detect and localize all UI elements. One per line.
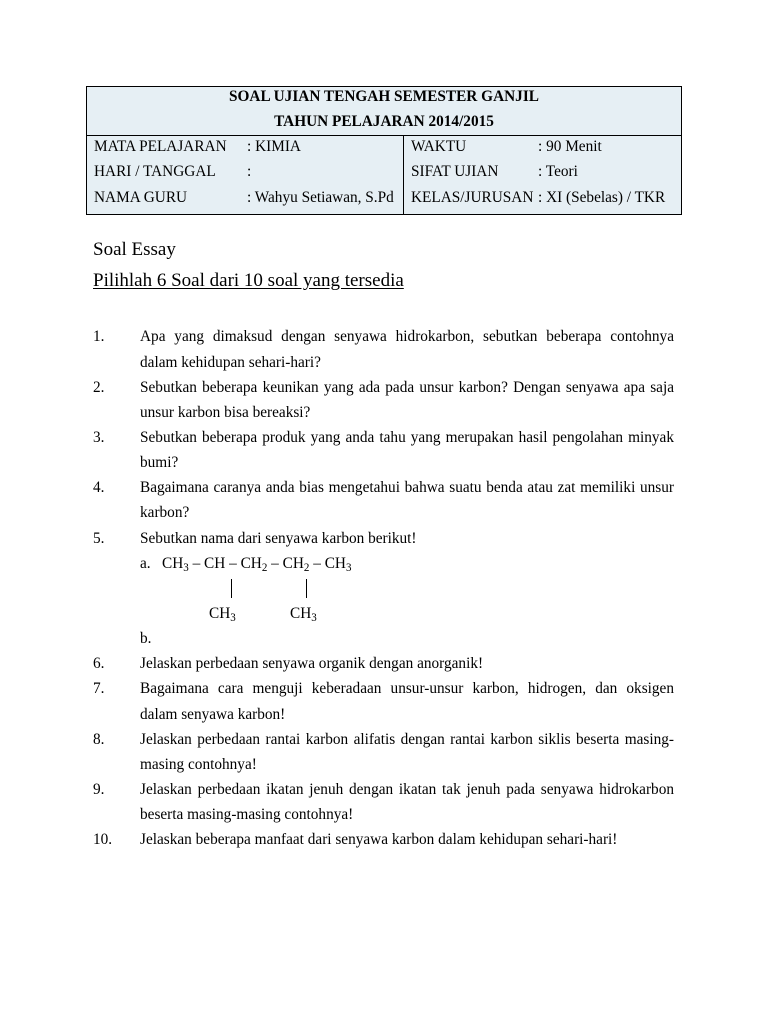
question-text: Jelaskan perbedaan ikatan jenuh dengan ikatan tak jenuh pada senyawa hidrokarbon [140,780,674,798]
teacher-label: NAMA GURU [94,189,188,206]
class-label: KELAS/JURUSAN [411,189,534,206]
duration-value: : 90 Menit [538,138,602,155]
academic-year: TAHUN PELAJARAN 2014/2015 [274,113,494,130]
question-text: dalam kehidupan sehari-hari? [140,353,321,371]
question-7 [93,676,674,726]
question-text: bumi? [140,454,179,472]
formula-group: CH [290,604,312,622]
formula-branch-group [290,601,317,626]
question-number: 8. [93,730,105,748]
question-number: 7. [93,680,105,698]
question-text: unsur karbon bisa bereaksi? [140,403,311,421]
question-text: Bagaimana caranya anda bias mengetahui bahwa suatu benda atau zat memiliki unsur [140,479,674,497]
question-8 [93,727,674,777]
questions-list [93,324,674,852]
question-1 [93,324,674,374]
question-5 [93,526,674,652]
question-number: 9. [93,780,105,798]
question-number: 4. [93,479,105,497]
formula-subscript: 3 [230,612,236,625]
question-10 [93,827,674,852]
formula-subscript: 2 [303,561,310,574]
date-label: HARI / TANGGAL [94,163,216,180]
formula-subscript: 3 [311,612,317,625]
question-text: Sebutkan beberapa produk yang anda tahu yang merupakan hasil pengolahan minyak [140,428,674,446]
question-5b [93,626,674,651]
question-text: Apa yang dimaksud dengan senyawa hidrokarbon, sebutkan beberapa contohnya [140,328,674,346]
formula-group: CH [162,554,184,572]
formula-group: – CH [309,554,346,572]
subject-value: : KIMIA [247,138,301,155]
question-text: karbon? [140,504,190,522]
formula-subscript: 3 [345,561,352,574]
branch-bond-line [231,579,232,598]
formula-subscript: 3 [183,561,189,574]
question-text: Sebutkan beberapa keunikan yang ada pada unsur karbon? Dengan senyawa apa saja [140,378,674,396]
question-text: beserta masing-masing contohnya! [140,806,354,824]
question-4 [93,475,674,525]
formula-branch-group [209,601,236,626]
formula-group: – CH [225,554,262,572]
formula-group: – CH [188,554,226,572]
duration-label: WAKTU [411,138,467,155]
header-table-row-divider [86,135,682,136]
section-title: Soal Essay [93,239,176,260]
question-text: Jelaskan perbedaan senyawa organik dengan anorganik! [140,655,484,673]
question-text: dalam senyawa karbon! [140,705,286,723]
formula-group: CH [209,604,231,622]
question-text: Jelaskan perbedaan rantai karbon alifatis dengan rantai karbon siklis beserta masing- [140,730,674,748]
question-6 [93,651,674,676]
header-row-teacher [0,188,768,208]
formula-branch-bonds [93,576,674,601]
subquestion-label: b. [140,630,152,648]
question-number: 1. [93,328,105,346]
question-text: Bagaimana cara menguji keberadaan unsur-unsur karbon, hidrogen, dan oksigen [140,680,674,698]
exam-title: SOAL UJIAN TENGAH SEMESTER GANJIL [229,88,539,105]
question-number: 2. [93,378,105,396]
exam-type-value: : Teori [538,163,578,180]
question-number: 5. [93,529,105,547]
question-text: Jelaskan beberapa manfaat dari senyawa karbon dalam kehidupan sehari-hari! [140,831,618,849]
question-3 [93,425,674,475]
header-row-date [0,162,768,182]
subject-label: MATA PELAJARAN [94,138,227,155]
section-instruction: Pilihlah 6 Soal dari 10 soal yang tersedia [93,270,404,291]
question-number: 6. [93,655,105,673]
teacher-value: : Wahyu Setiawan, S.Pd [247,189,394,206]
question-5a [93,551,674,576]
question-number: 10. [93,831,113,849]
question-text: Sebutkan nama dari senyawa karbon berikut! [140,529,417,547]
formula-group: – CH [267,554,304,572]
structural-formula-main-chain [162,551,351,576]
header-row-subject [0,137,768,157]
question-text: masing contohnya! [140,755,257,773]
class-value: : XI (Sebelas) / TKR [538,189,666,206]
subquestion-label: a. [140,554,151,572]
date-value: : [247,163,252,180]
question-2 [93,375,674,425]
branch-bond-line [306,579,307,598]
question-number: 3. [93,428,105,446]
question-9 [93,777,674,827]
exam-type-label: SIFAT UJIAN [411,163,499,180]
formula-branches [93,601,674,626]
formula-subscript: 2 [261,561,268,574]
